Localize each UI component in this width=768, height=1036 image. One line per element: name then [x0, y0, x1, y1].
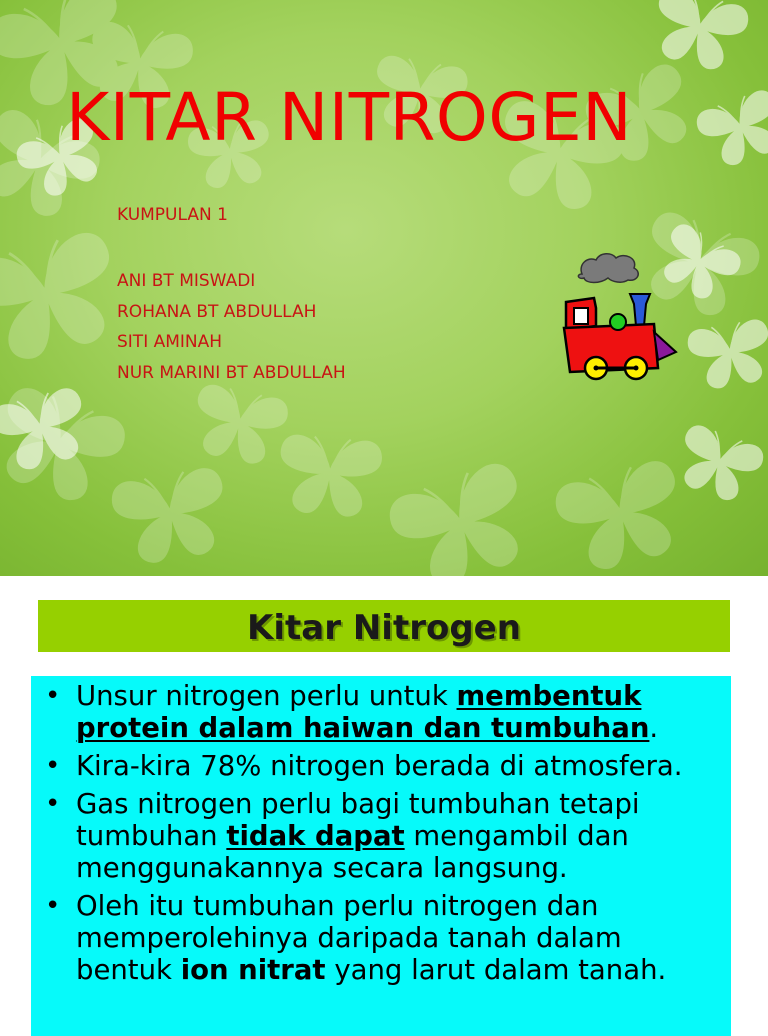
- butterfly-icon: [693, 87, 768, 172]
- butterfly-icon: [0, 229, 129, 369]
- bullet-list: [31, 680, 731, 992]
- content-slide: [0, 576, 768, 1024]
- chimney-icon: [630, 294, 650, 326]
- butterfly-icon: [670, 422, 766, 507]
- bullet-icon: •: [45, 891, 61, 921]
- butterfly-icon: [187, 382, 290, 468]
- bullet-item: [31, 890, 731, 986]
- bullet-text: Kira-kira 78% nitrogen berada di atmosfera.: [76, 750, 683, 782]
- butterfly-icon: [646, 0, 751, 75]
- emphasis-text: ion nitrat: [180, 954, 326, 986]
- butterfly-icon: [384, 459, 541, 576]
- bullet-item: [31, 788, 731, 884]
- member-name: ANI BT MISWADI: [117, 271, 256, 291]
- content-box: [31, 676, 731, 1036]
- bullet-text: Unsur nitrogen perlu untuk: [76, 680, 457, 712]
- bullet-text: yang larut dalam tanah.: [325, 954, 667, 986]
- bullet-icon: •: [45, 751, 61, 781]
- member-name: ROHANA BT ABDULLAH: [117, 301, 317, 322]
- member-name: NUR MARINI BT ABDULLAH: [117, 362, 346, 383]
- bullet-item: [31, 750, 731, 782]
- bullet-icon: •: [45, 681, 61, 711]
- emphasis-text: membentuk protein dalam haiwan dan tumbuhan: [76, 680, 650, 744]
- butterfly-icon: [552, 457, 692, 576]
- butterfly-icon: [686, 318, 768, 392]
- slide-title: Kitar Nitrogen: [247, 608, 521, 648]
- member-name: SITI AMINAH: [117, 332, 223, 352]
- bullet-text: Oleh itu tumbuhan perlu nitrogen dan memperolehinya daripada tanah dalam bentuk: [76, 890, 622, 986]
- bullet-text: mengambil dan menggunakannya secara langsung.: [76, 820, 629, 884]
- title-bar: [38, 600, 730, 652]
- cowcatcher-icon: [654, 332, 676, 360]
- emphasis-text: tidak dapat: [226, 820, 405, 852]
- member-list: [117, 266, 346, 388]
- butterfly-icon: [276, 434, 383, 519]
- smoke-icon: [578, 254, 638, 283]
- bullet-item: [31, 680, 731, 744]
- bullet-text: .: [649, 712, 659, 744]
- train-icon: [556, 244, 680, 384]
- group-label: KUMPULAN 1: [117, 205, 228, 225]
- bullet-icon: •: [45, 789, 61, 819]
- slide-title: KITAR NITROGEN: [66, 79, 633, 156]
- bullet-text: Gas nitrogen perlu bagi tumbuhan tetapi tumbuhan: [76, 788, 640, 852]
- butterfly-icon: [109, 466, 233, 568]
